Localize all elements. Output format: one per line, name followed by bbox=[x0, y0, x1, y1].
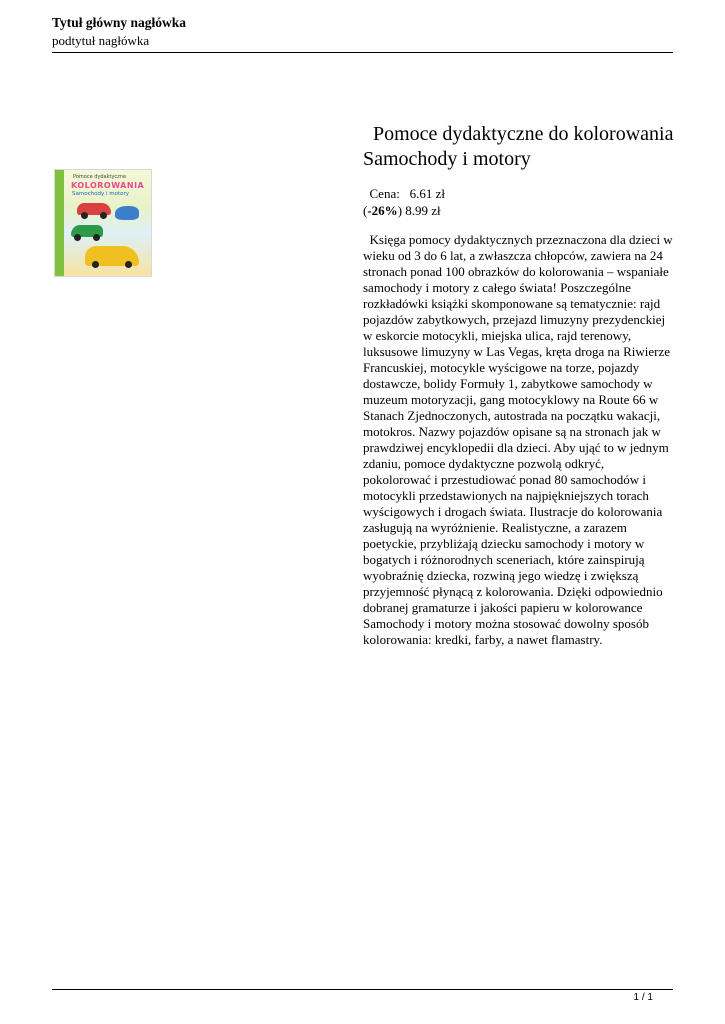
page-number: 1 / 1 bbox=[633, 992, 653, 1003]
old-price-value: 8.99 zł bbox=[405, 203, 441, 218]
price-label: Cena: bbox=[369, 186, 400, 201]
wheel-icon bbox=[81, 212, 88, 219]
book-cover-image bbox=[54, 169, 152, 277]
wheel-icon bbox=[92, 261, 99, 268]
product-description bbox=[363, 232, 675, 648]
header-subtitle: podtytuł nagłówka bbox=[52, 33, 150, 48]
footer-divider bbox=[52, 989, 673, 990]
cover-spine bbox=[55, 170, 64, 276]
wheel-icon bbox=[74, 234, 81, 241]
discount-row: (-26%) 8.99 zł bbox=[363, 203, 441, 218]
price-row bbox=[363, 185, 445, 202]
product-title-text: Pomoce dydaktyczne do kolorowania Samochody i motory bbox=[363, 123, 674, 170]
wheel-icon bbox=[93, 234, 100, 241]
wheel-icon bbox=[100, 212, 107, 219]
product-description-text: Księga pomocy dydaktycznych przeznaczona dla dzieci w wieku od 3 do 6 lat, a zwłaszcza chłopców, zawiera na 24 stronach ponad 100 obrazków do kolorowania – wspaniałe samochody i motory z całego świata! Poszczególne rozkładówki książki skomponowane są tematycznie: rajd pojazdów zabytkowych, przejazd limuzyny prezydenckiej w eskorcie motocykli, miejska ulica, rajd terenowy, luksusowe limuzyny w Las Vegas, kręta droga na Riwierze Francuskiej, motocykle wyścigowe na torze, pojazdy dostawcze, bolidy Formuły 1, zabytkowe samochody w muzeum motoryzacji, gang motocyklowy na Route 66 w Stanach Zjednoczonych, autostrada na początku wakacji, motokros. Nazwy pojazdów opisane są na stronach jak w prawdziwej encyklopedii dla dzieci. Aby ująć to w jednym zdaniu, pomoce dydaktyczne pozwolą odkryć, pokolorować i przestudiować ponad 80 samochodów i motocykli przedstawionych na najpiękniejszych torach wyścigowych i drogach świata. Ilustracje do kolorowania zasługują na wyróżnienie. Realistyczne, a zarazem poetyckie, przybliżają dziecku samochody i motory w bogatych i różnorodnych sceneriach, które zainspirują wyobraźnię dziecka, rozwiną jego wiedzę i zwiększą przyjemność płynącą z kolorowania. Dzięki odpowiednio dobranej gramaturze i jakości papieru w kolorowance Samochody i motory można stosować dowolny sposób kolorowania: kredki, farby, a nawet flamastry. bbox=[363, 232, 673, 647]
price-block bbox=[363, 185, 445, 219]
discount-value: -26% bbox=[367, 203, 398, 218]
price-value: 6.61 zł bbox=[409, 186, 445, 201]
cover-line-2: KOLOROWANIA bbox=[71, 181, 145, 190]
product-title bbox=[363, 122, 683, 172]
header-divider bbox=[52, 52, 673, 53]
cover-line-1: Pomoce dydaktyczne bbox=[73, 174, 127, 180]
blue-motorbike-illustration bbox=[115, 206, 139, 220]
header-title: Tytuł główny nagłówka bbox=[52, 15, 187, 30]
wheel-icon bbox=[125, 261, 132, 268]
cover-line-3: Samochody i motory bbox=[72, 191, 129, 197]
